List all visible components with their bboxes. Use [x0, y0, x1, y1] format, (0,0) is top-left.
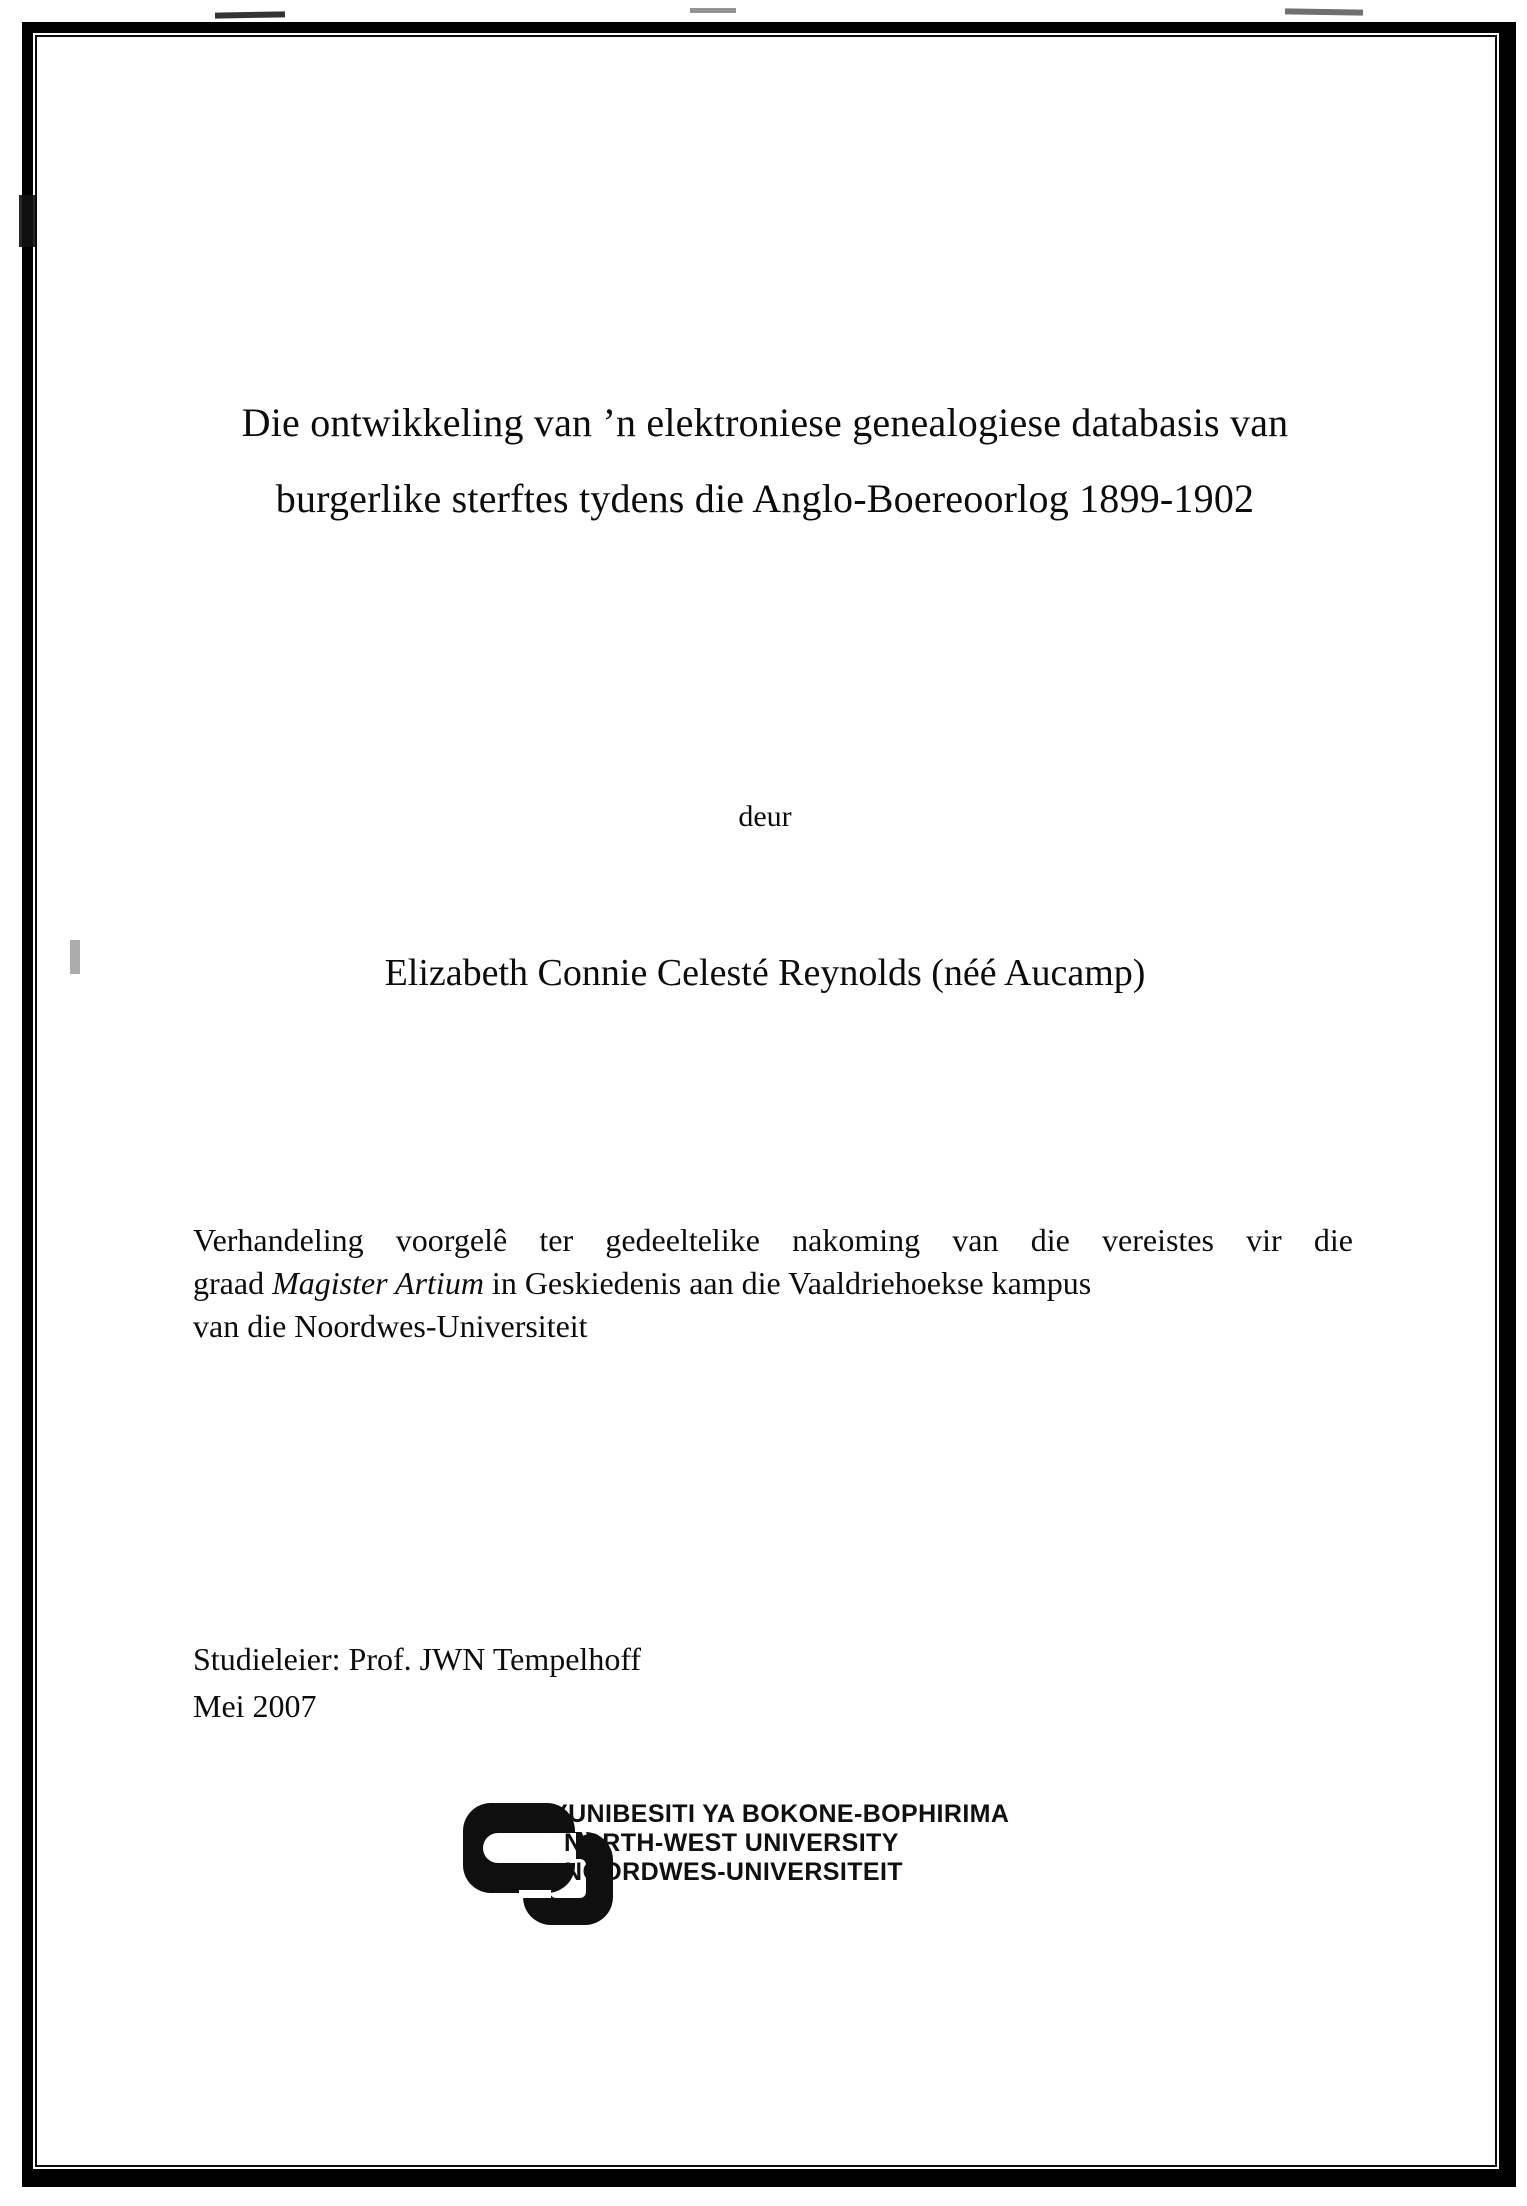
university-logo: [463, 1800, 1103, 1950]
scan-artifact: [215, 11, 285, 18]
date-line: Mei 2007: [193, 1688, 317, 1724]
scan-artifact: [690, 8, 736, 13]
scan-artifact: [19, 195, 35, 247]
scan-artifact: [1285, 8, 1363, 15]
degree-name-italic: Magister Artium: [272, 1265, 484, 1301]
degree-statement-line1: Verhandeling voorgelê ter gedeeltelike nakoming van die vereistes vir die: [193, 1222, 1353, 1258]
thesis-title: [160, 385, 1370, 537]
logo-text-setswana: YUNIBESITI YA BOKONE-BOPHIRIMA: [551, 1800, 1010, 1828]
thesis-title-line1: Die ontwikkeling van ’n elektroniese genealogiese databasis van: [241, 400, 1289, 445]
supervisor-block: [193, 1636, 641, 1730]
author-name: Elizabeth Connie Celesté Reynolds (néé Aucamp): [384, 952, 1146, 994]
degree-statement: [193, 1219, 1353, 1348]
logo-text-afrikaans: NOORDWES-UNIVERSITEIT: [564, 1858, 903, 1886]
byline-deur: deur: [738, 800, 792, 833]
degree-statement-line2-post: in Geskiedenis aan die Vaaldriehoekse kampus: [483, 1265, 1092, 1301]
degree-statement-line2: [193, 1262, 1353, 1305]
scan-artifact: [70, 940, 80, 974]
university-logo-text: [551, 1800, 1009, 1887]
supervisor-line: Studieleier: Prof. JWN Tempelhoff: [193, 1641, 642, 1677]
degree-statement-line2-pre: graad: [193, 1265, 273, 1301]
degree-statement-line3: van die Noordwes-Universiteit: [193, 1308, 588, 1344]
thesis-title-line2: burgerlike sterftes tydens die Anglo-Boereoorlog 1899-1902: [275, 476, 1255, 521]
logo-text-english: NORTH-WEST UNIVERSITY: [564, 1829, 899, 1857]
